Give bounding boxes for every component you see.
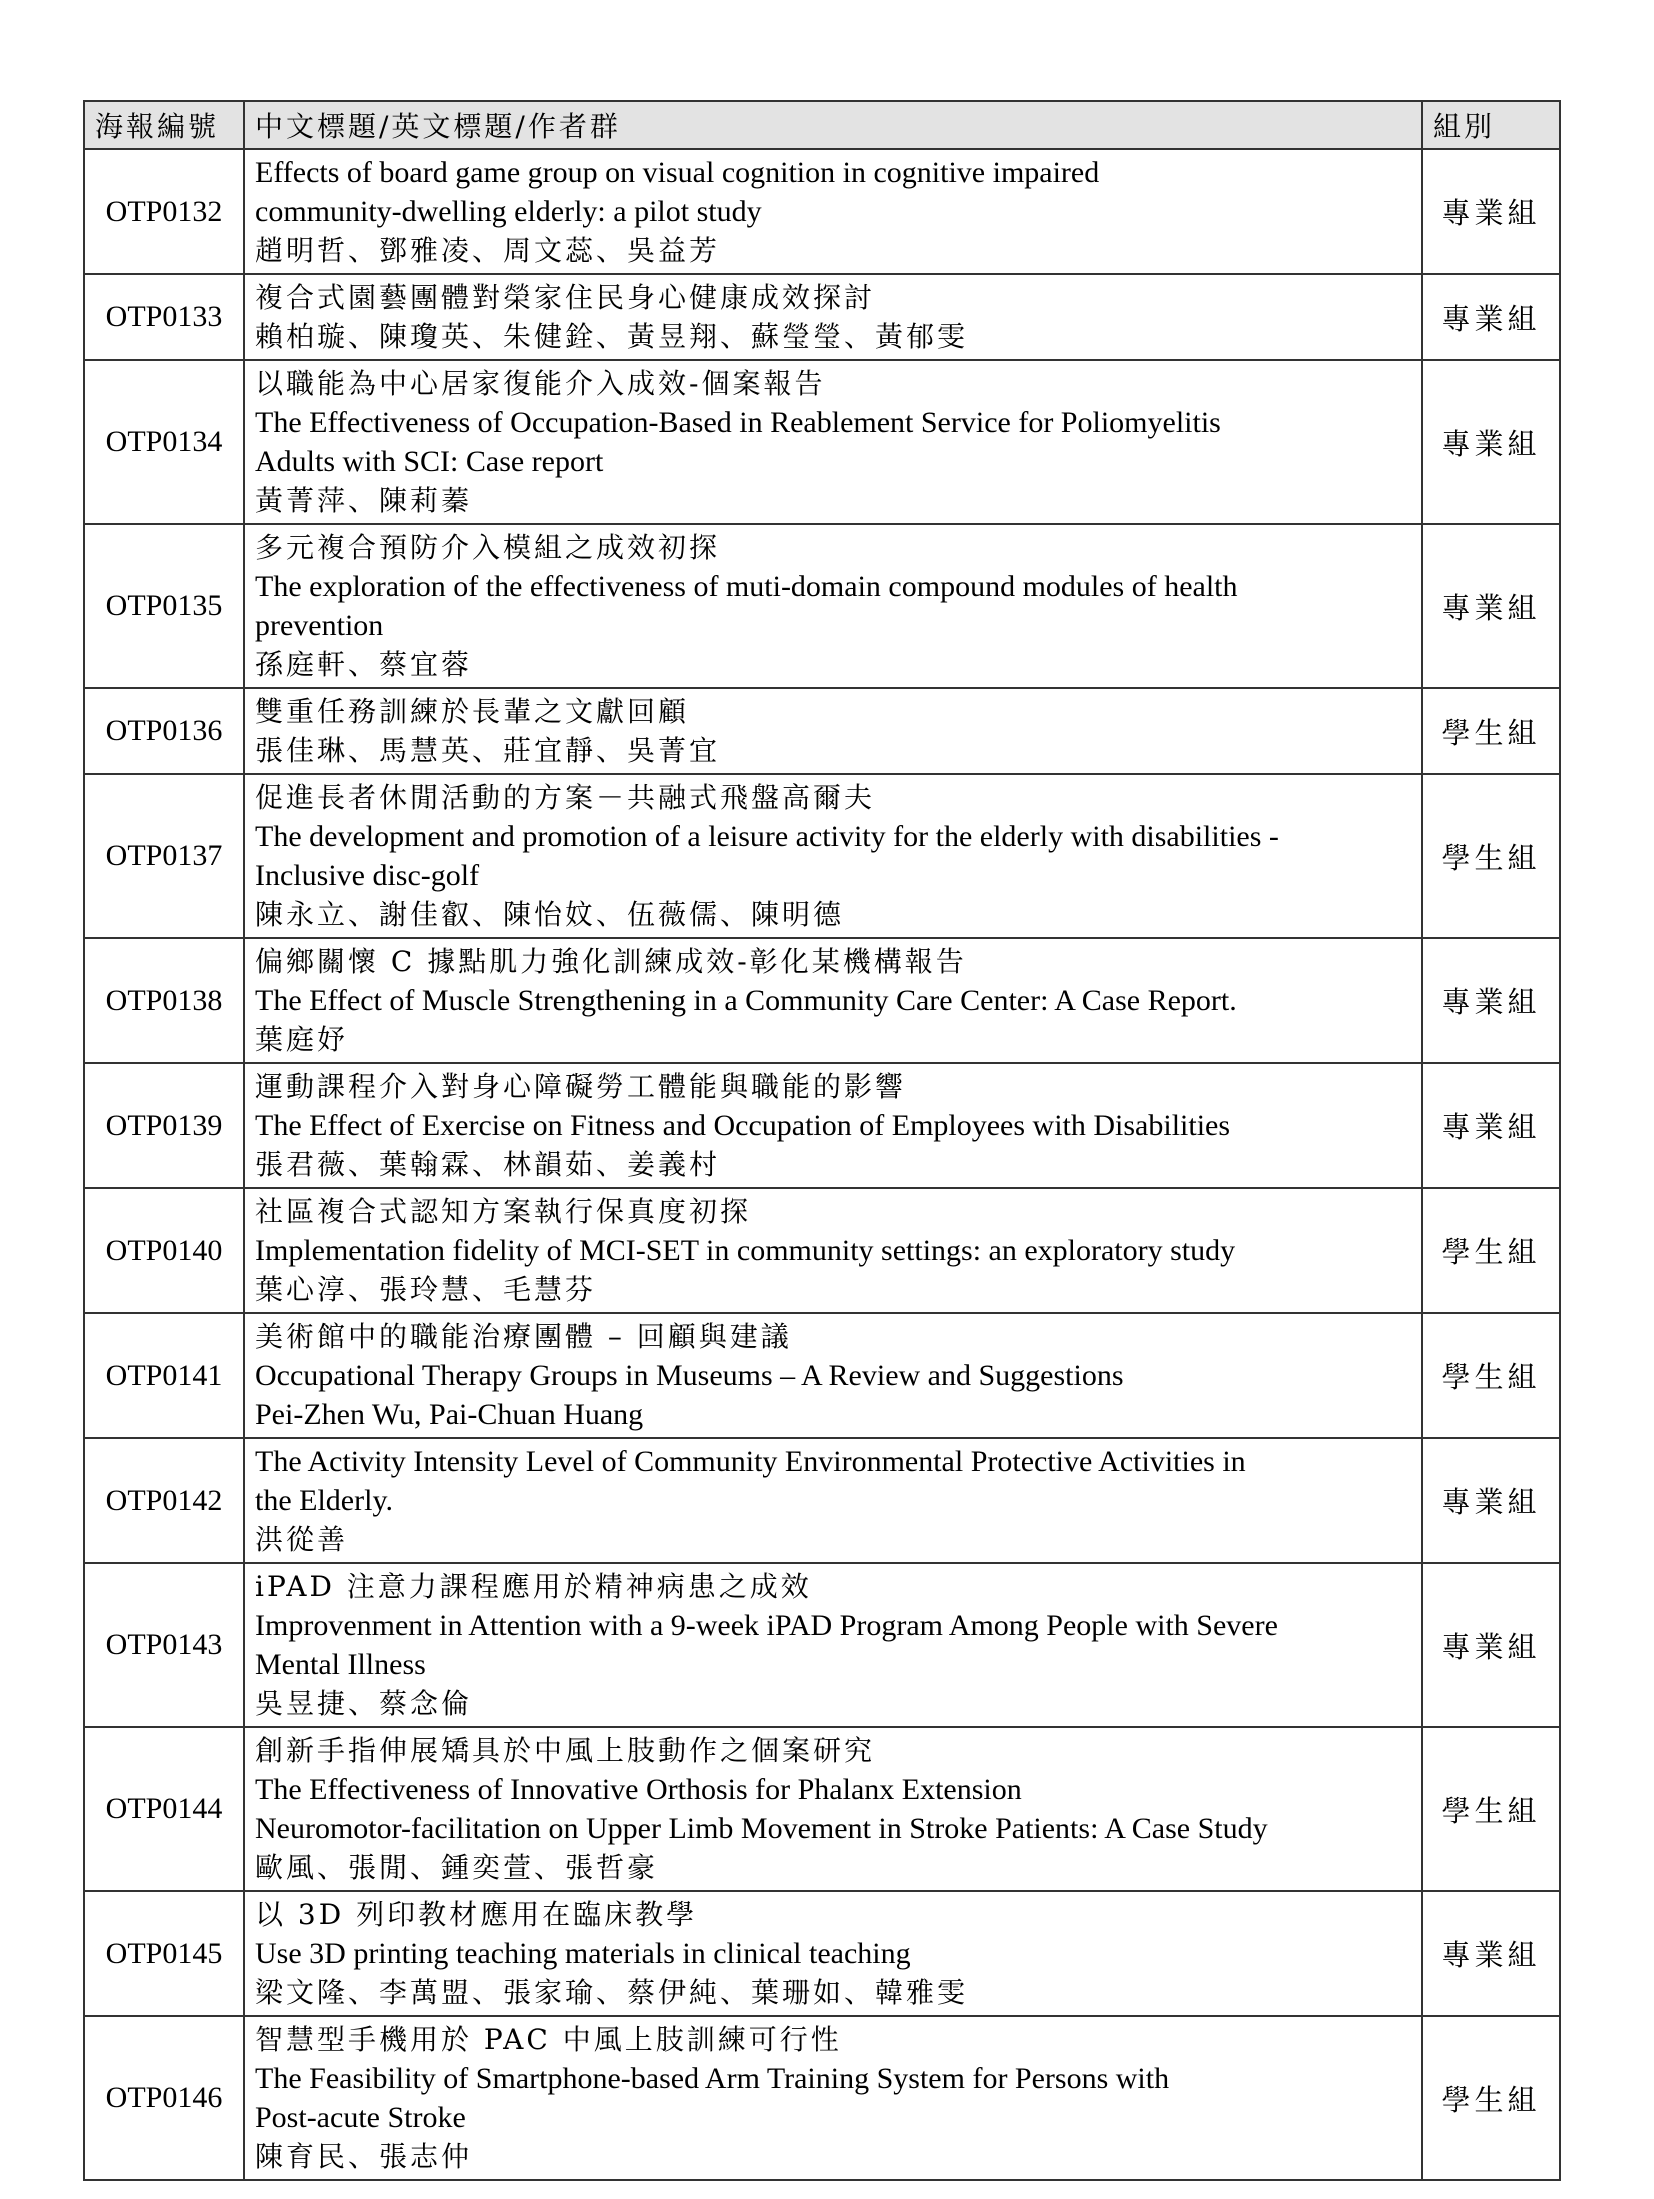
poster-content [244, 1313, 1422, 1438]
english-title-line: The Effectiveness of Occupation-Based in Reablement Service for Poliomyelitis [255, 406, 1221, 439]
english-title-line: The exploration of the effectiveness of muti-domain compound modules of health [255, 570, 1238, 603]
table-row [84, 1891, 1560, 2016]
poster-code: OTP0145 [84, 1891, 244, 2016]
poster-content [244, 1063, 1422, 1188]
group-label: 專業組 [1422, 1563, 1560, 1727]
authors: 趙明哲、鄧雅凌、周文蕊、吳益芳 [255, 234, 721, 267]
chinese-title: 偏鄉關懷 C 據點肌力強化訓練成效-彰化某機構報告 [255, 945, 967, 978]
group-label: 專業組 [1422, 1438, 1560, 1563]
chinese-title: 智慧型手機用於 PAC 中風上肢訓練可行性 [255, 2023, 842, 2056]
poster-content [244, 2016, 1422, 2180]
group-label: 專業組 [1422, 1063, 1560, 1188]
poster-code: OTP0135 [84, 524, 244, 688]
poster-content [244, 1891, 1422, 2016]
poster-code: OTP0144 [84, 1727, 244, 1891]
english-title-line: Implementation fidelity of MCI-SET in community settings: an exploratory study [255, 1234, 1236, 1267]
header-code: 海報編號 [84, 101, 244, 149]
group-label: 學生組 [1422, 774, 1560, 938]
poster-content [244, 688, 1422, 774]
poster-code: OTP0133 [84, 274, 244, 360]
authors: 吳昱捷、蔡念倫 [255, 1687, 473, 1720]
header-group: 組別 [1422, 101, 1560, 149]
table-row [84, 938, 1560, 1063]
group-label: 專業組 [1422, 1891, 1560, 2016]
group-label: 專業組 [1422, 360, 1560, 524]
authors: 陳永立、謝佳叡、陳怡妏、伍薇儒、陳明德 [255, 898, 845, 931]
table-row [84, 1063, 1560, 1188]
poster-code: OTP0140 [84, 1188, 244, 1313]
table-row [84, 1313, 1560, 1438]
group-label: 學生組 [1422, 688, 1560, 774]
authors: 孫庭軒、蔡宜蓉 [255, 648, 473, 681]
poster-code: OTP0143 [84, 1563, 244, 1727]
group-label: 學生組 [1422, 1188, 1560, 1313]
english-title-line: Post-acute Stroke [255, 2101, 466, 2134]
authors: 黃菁萍、陳莉蓁 [255, 484, 473, 517]
chinese-title: 運動課程介入對身心障礙勞工體能與職能的影響 [255, 1070, 907, 1103]
english-title-line: community-dwelling elderly: a pilot study [255, 195, 762, 228]
english-title-line: The Effectiveness of Innovative Orthosis for Phalanx Extension [255, 1773, 1022, 1806]
poster-content [244, 1438, 1422, 1563]
table-row [84, 2016, 1560, 2180]
poster-content [244, 938, 1422, 1063]
english-title-line: Improvenment in Attention with a 9-week iPAD Program Among People with Severe [255, 1609, 1278, 1642]
table-row [84, 149, 1560, 274]
poster-code: OTP0137 [84, 774, 244, 938]
chinese-title: 美術館中的職能治療團體 – 回顧與建議 [255, 1320, 792, 1353]
chinese-title: 以職能為中心居家復能介入成效-個案報告 [255, 367, 826, 400]
table-body [84, 149, 1560, 2180]
poster-code: OTP0141 [84, 1313, 244, 1438]
poster-content [244, 149, 1422, 274]
poster-content [244, 360, 1422, 524]
chinese-title: 複合式園藝團體對榮家住民身心健康成效探討 [255, 281, 876, 314]
authors: 葉庭妤 [255, 1023, 349, 1056]
authors: 歐風、張閒、鍾奕萱、張哲豪 [255, 1851, 659, 1884]
poster-content [244, 774, 1422, 938]
english-title-line: Neuromotor-facilitation on Upper Limb Movement in Stroke Patients: A Case Study [255, 1812, 1268, 1845]
poster-code: OTP0139 [84, 1063, 244, 1188]
english-title-line: The Feasibility of Smartphone-based Arm Training System for Persons with [255, 2062, 1170, 2095]
english-title-line: Occupational Therapy Groups in Museums – A Review and Suggestions [255, 1359, 1124, 1392]
table-row [84, 524, 1560, 688]
chinese-title: 促進長者休閒活動的方案－共融式飛盤高爾夫 [255, 781, 876, 814]
chinese-title: 多元複合預防介入模組之成效初探 [255, 531, 721, 564]
chinese-title: 創新手指伸展矯具於中風上肢動作之個案研究 [255, 1734, 876, 1767]
chinese-title: 雙重任務訓練於長輩之文獻回顧 [255, 695, 690, 728]
poster-code: OTP0142 [84, 1438, 244, 1563]
english-title-line: prevention [255, 609, 384, 642]
authors: 洪從善 [255, 1523, 349, 1556]
poster-content [244, 1563, 1422, 1727]
english-title-line: The Effect of Exercise on Fitness and Occupation of Employees with Disabilities [255, 1109, 1231, 1142]
poster-content [244, 1727, 1422, 1891]
english-title-line: Inclusive disc-golf [255, 859, 480, 892]
authors: 張佳琳、馬慧英、莊宜靜、吳菁宜 [255, 734, 721, 767]
table-row [84, 1727, 1560, 1891]
chinese-title: 社區複合式認知方案執行保真度初探 [255, 1195, 752, 1228]
chinese-title: iPAD 注意力課程應用於精神病患之成效 [255, 1570, 812, 1603]
english-title-line: The Activity Intensity Level of Community Environmental Protective Activities in [255, 1445, 1246, 1478]
table-row [84, 274, 1560, 360]
authors: Pei-Zhen Wu, Pai-Chuan Huang [255, 1398, 644, 1431]
poster-code: OTP0138 [84, 938, 244, 1063]
english-title-line: Use 3D printing teaching materials in clinical teaching [255, 1937, 911, 1970]
authors: 張君薇、葉翰霖、林韻茹、姜義村 [255, 1148, 721, 1181]
poster-code: OTP0132 [84, 149, 244, 274]
poster-content [244, 524, 1422, 688]
english-title-line: The Effect of Muscle Strengthening in a Community Care Center: A Case Report. [255, 984, 1237, 1017]
english-title-line: Effects of board game group on visual cognition in cognitive impaired [255, 156, 1100, 189]
authors: 葉心淳、張玲慧、毛慧芬 [255, 1273, 597, 1306]
table-row [84, 688, 1560, 774]
group-label: 專業組 [1422, 274, 1560, 360]
english-title-line: The development and promotion of a leisure activity for the elderly with disabilities - [255, 820, 1279, 853]
poster-content [244, 274, 1422, 360]
table-row [84, 774, 1560, 938]
table-row [84, 1563, 1560, 1727]
table-row [84, 1188, 1560, 1313]
group-label: 專業組 [1422, 149, 1560, 274]
poster-code: OTP0146 [84, 2016, 244, 2180]
chinese-title: 以 3D 列印教材應用在臨床教學 [255, 1898, 698, 1931]
poster-content [244, 1188, 1422, 1313]
header-title: 中文標題/英文標題/作者群 [244, 101, 1422, 149]
group-label: 專業組 [1422, 938, 1560, 1063]
group-label: 學生組 [1422, 1313, 1560, 1438]
table-row [84, 1438, 1560, 1563]
group-label: 學生組 [1422, 1727, 1560, 1891]
english-title-line: Adults with SCI: Case report [255, 445, 604, 478]
english-title-line: the Elderly. [255, 1484, 394, 1517]
table-row [84, 360, 1560, 524]
header-row [84, 101, 1560, 149]
poster-code: OTP0134 [84, 360, 244, 524]
english-title-line: Mental Illness [255, 1648, 426, 1681]
authors: 賴柏璇、陳瓊英、朱健銓、黃昱翔、蘇瑩瑩、黃郁雯 [255, 320, 969, 353]
group-label: 學生組 [1422, 2016, 1560, 2180]
group-label: 專業組 [1422, 524, 1560, 688]
authors: 梁文隆、李萬盟、張家瑜、蔡伊純、葉珊如、韓雅雯 [255, 1976, 969, 2009]
poster-table [83, 100, 1561, 2181]
poster-code: OTP0136 [84, 688, 244, 774]
authors: 陳育民、張志仲 [255, 2140, 473, 2173]
